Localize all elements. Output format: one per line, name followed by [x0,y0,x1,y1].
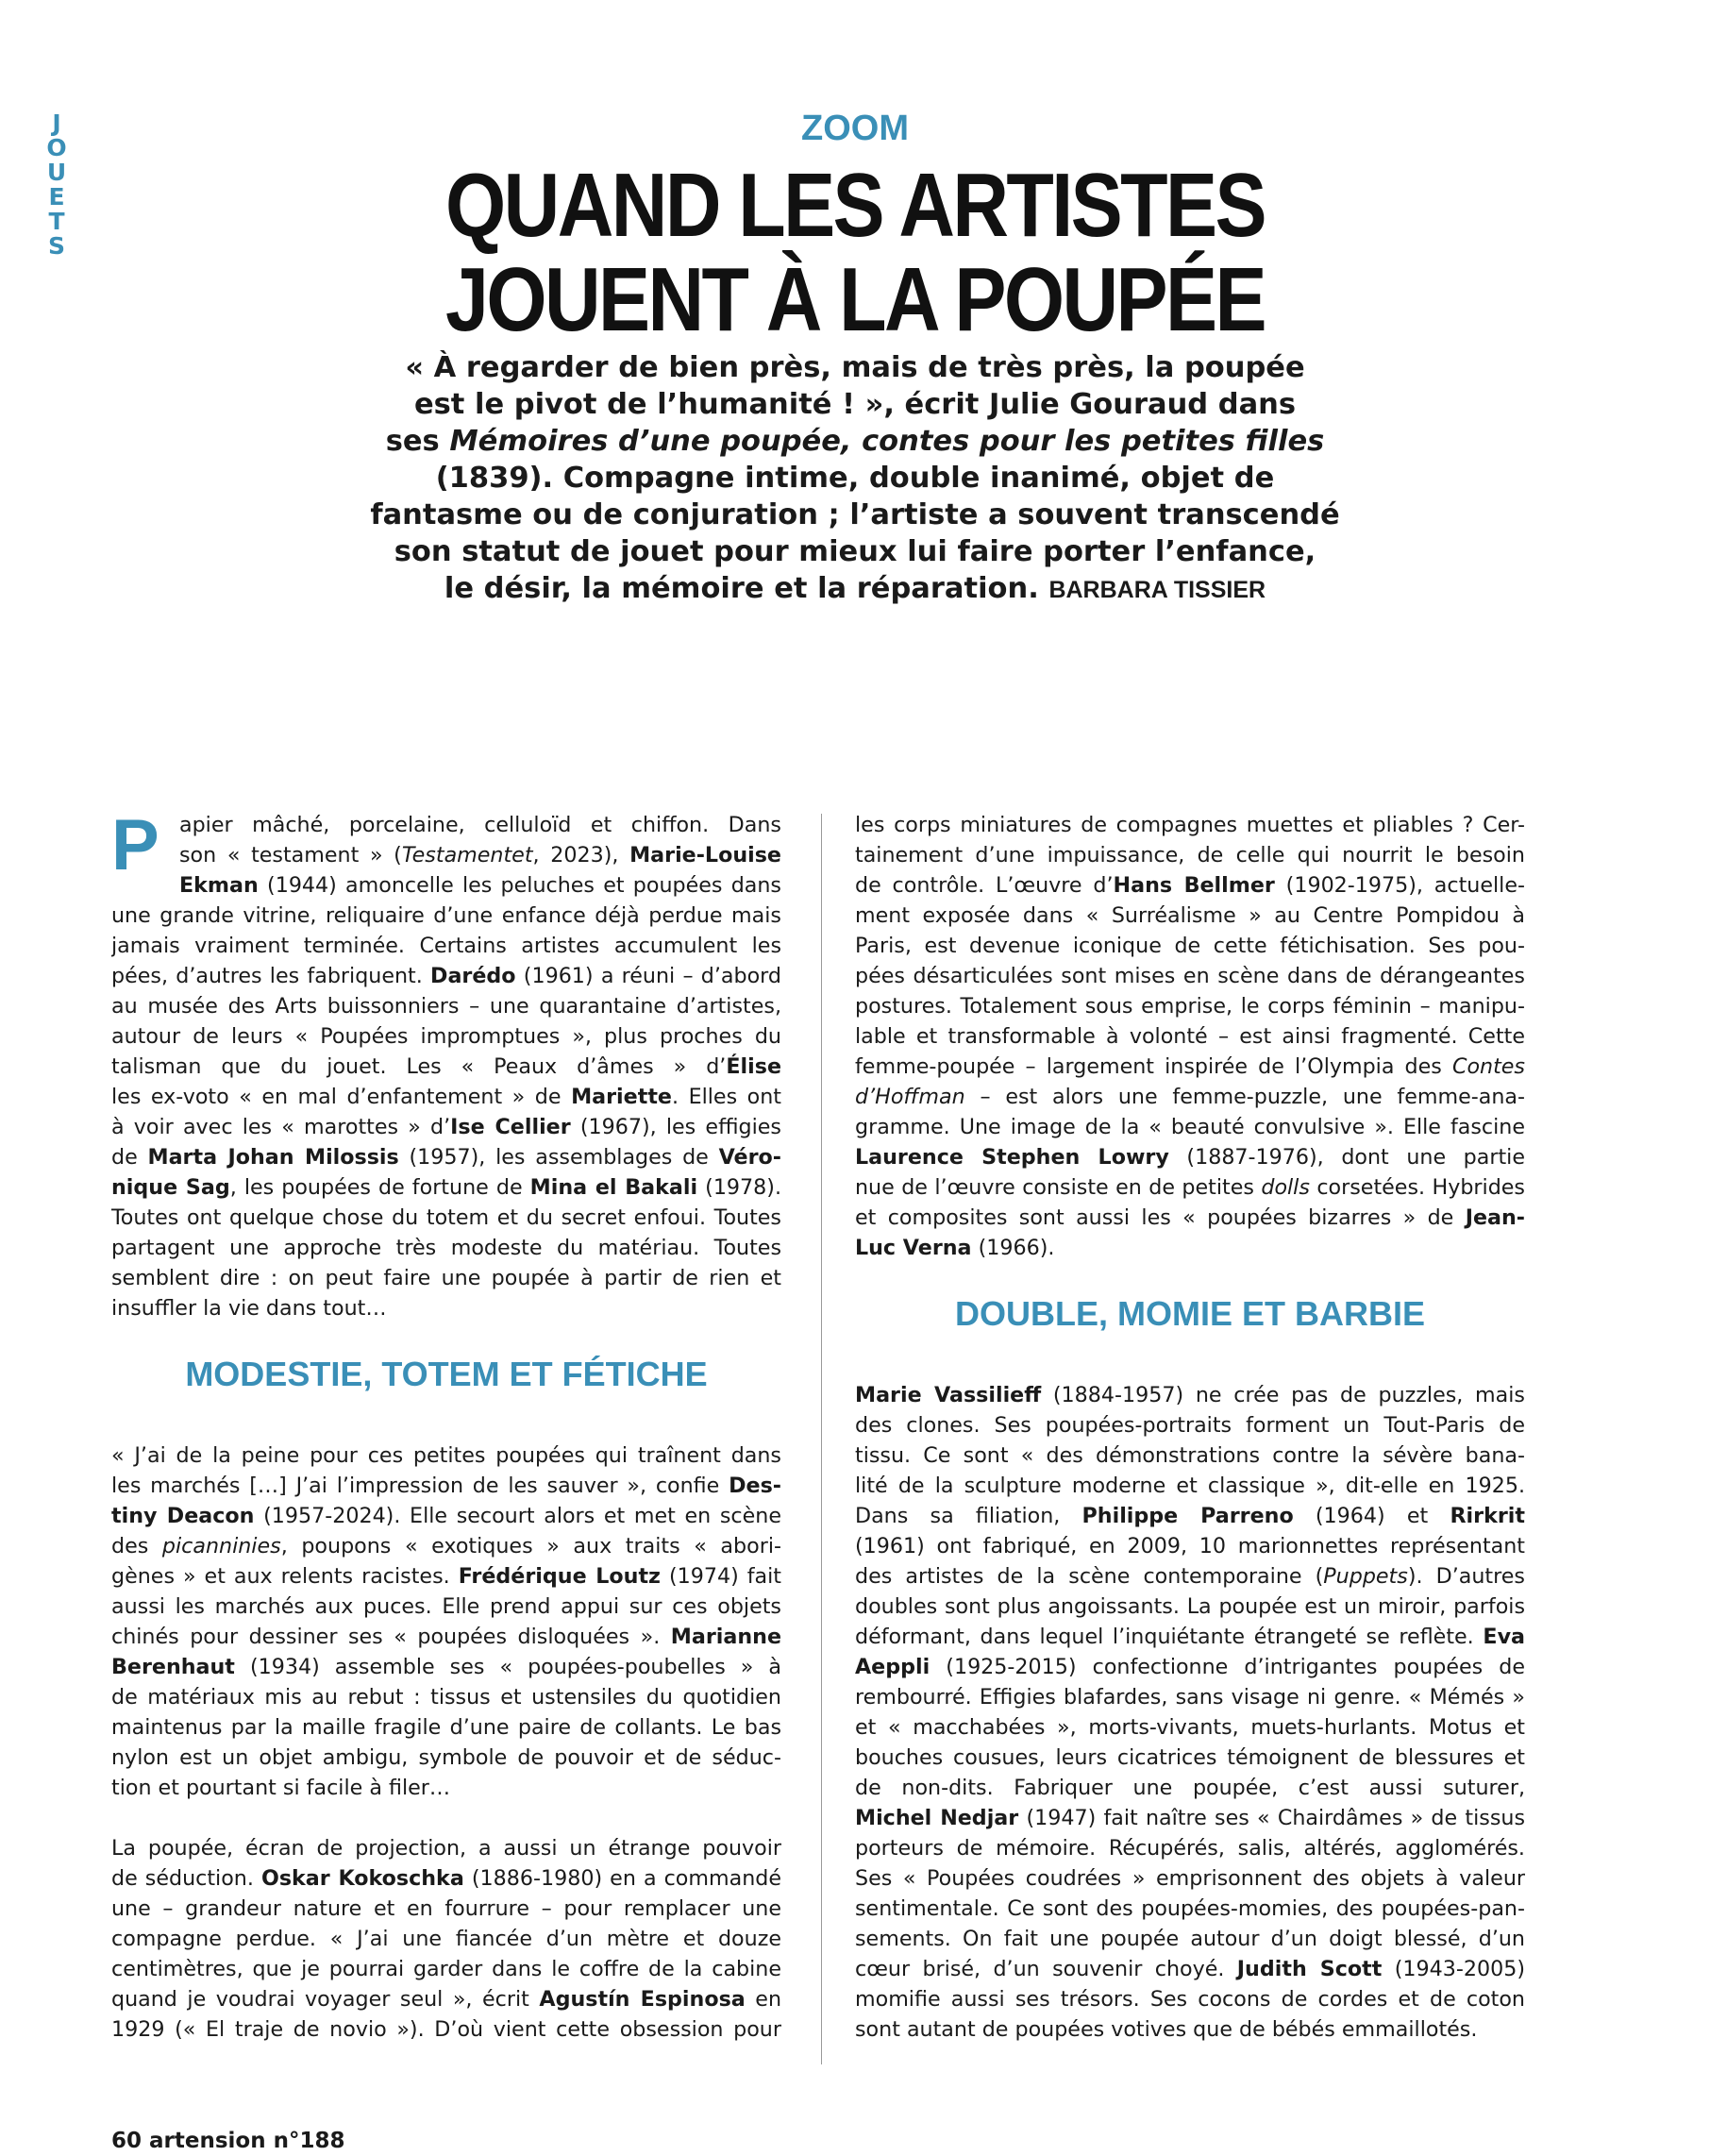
drop-cap: P [111,805,159,885]
body-column-left [111,805,781,2045]
author-byline: BARBARA TISSIER [1048,577,1266,603]
column-divider [821,814,822,2064]
lead-paragraph [336,349,1374,609]
body-column-right [855,810,1525,2045]
article-title [120,155,1590,350]
paragraph: Marie Vassilieff (1884-1957) ne crée pas de puzzles, mais des clones. Ses poupées-portraits forment un Tout-Paris de tissu. Ce sont « des démonstrations contre la sévère bana- lité de la sculpture moderne et classique », dit-elle en 1925. Dans sa filiation, Philippe Parreno (1964) et Rirkrit (1961) ont fabriqué, en 2009, 10 marionnettes représentant des artistes de la scène contemporaine (Puppets). D’autres doubles sont plus angoissants. La poupée est un miroir, parfois déformant, dans lequel l’inquiétante étrangeté se reflète. Eva Aeppli (1925-2015) confectionne d’intrigantes poupées de rembourré. Effigies blafardes, sans visage ni genre. « Mémés » et « macchabées », morts-vivants, muets-hurlants. Motus et bouches cousues, leurs cicatrices témoignent de blessures et de non-dits. Fabriquer une poupée, c’est aussi suturer, Michel Nedjar (1947) fait naître ses « Chairdâmes » de tissus porteurs de mémoire. Récupérés, salis, altérés, agglomérés. Ses « Poupées coudrées » emprisonnent des objets à valeur sentimentale. Ce sont des poupées-momies, des poupées-pan- sements. On fait une poupée autour d’un doigt blessé, d’un cœur brisé, d’un souvenir choyé. Judith Scott (1943-2005) momifie aussi ses trésors. Ses cocons de cordes et de coton sont autant de poupées votives que de bébés emmaillotés. [855,1383,1525,2042]
lead-line: fantasme ou de conjuration ; l’artiste a souvent transcendé [370,498,1340,531]
page-footer: 60 artension n°188 [111,2129,345,2153]
lead-text: ses [385,425,450,458]
subheading: DOUBLE, MOMIE ET BARBIE [954,1294,1425,1333]
first-paragraph: P apier mâché, porcelaine, celluloïd et chiffon. Dans son « testament » (Testamentet, 2023), Marie-Louise Ekman (1944) amoncelle les peluches et poupées dans une grande vitrine, reliquaire d’une enfance déjà perdue mais jamais vraiment terminée. Certains artistes accumulent les pées, d’autres les fabriquent. Darédo (1961) a réuni – d’abord au musée des Arts buissonniers – une quarantaine d’artistes, autour de leurs « Poupées impromptues », plus proches du talisman que du jouet. Les « Peaux d’âmes » d’Élise les ex-voto « en mal d’enfantement » de Mariette. Elles ont à voir avec les « marottes » d’Ise Cellier (1967), les effigies de Marta Johan Milossis (1957), les assemblages de Véro- nique Sag, les poupées de fortune de Mina el Bakali (1978). Toutes ont quelque chose du totem et du secret enfoui. Toutes partagent une approche très modeste du matériau. Toutes semblent dire : on peut faire une poupée à partir de rien et insuffler la vie dans tout… [111,805,781,1321]
section-label-letter: J [52,109,61,137]
section-label-letter: O [46,134,67,161]
lead-line: (1839). Compagne intime, double inanimé, objet de [435,462,1275,495]
title-line: JOUENT À LA POUPÉE [445,249,1265,350]
section-label-letter: U [46,159,67,186]
lead-line: est le pivot de l’humanité ! », écrit Julie Gouraud dans [413,388,1297,421]
subheading: MODESTIE, TOTEM ET FÉTICHE [185,1355,708,1393]
lead-line: son statut de jouet pour mieux lui faire porter l’enfance, [394,535,1316,568]
lead-line: « À regarder de bien près, mais de très près, la poupée [405,351,1305,384]
section-label-letter: S [47,232,65,260]
paragraph: « J’ai de la peine pour ces petites poupées qui traînent dans les marchés […] J’ai l’impression de les sauver », confie Des- tiny Deacon (1957-2024). Elle secourt alors et met en scène des picanninies, poupons « exotiques » aux traits « abori- gènes » et aux relents racistes. Frédérique Loutz (1974) fait aussi les marchés aux puces. Elle prend appui sur ces objets chinés pour dessiner ses « poupées disloquées ». Marianne Berenhaut (1934) assemble ses « poupées-poubelles » à de matériaux mis au rebut : tissus et ustensiles du quotidien maintenus par la maille fragile d’une paire de collants. Le bas nylon est un objet ambigu, symbole de pouvoir et de séduc- tion et pourtant si facile à filer… [111,1443,781,1800]
title-line: QUAND LES ARTISTES [445,155,1265,256]
lead-line [336,570,1374,609]
lead-text: le désir, la mémoire et la réparation. [444,572,1039,605]
section-label-letter: T [48,208,65,235]
kicker: ZOOM [801,109,909,148]
book-title: Mémoires d’une poupée, contes pour les petites filles [449,425,1325,458]
lead-line [336,423,1374,460]
paragraph: les corps miniatures de compagnes muettes et pliables ? Cer- tainement d’une impuissance, de celle qui nourrit le besoin de contrôle. L’œuvre d’Hans Bellmer (1902-1975), actuelle- ment exposée dans « Surréalisme » au Centre Pompidou à Paris, est devenue iconique de cette fétichisation. Ses pou- pées désarticulées sont mises en scène dans de dérangeantes postures. Totalement sous emprise, le corps féminin – manipu- lable et transformable à volonté – est ainsi fragmenté. Cette femme-poupée – largement inspirée de l’Olympia des Contes d’Hoffman – est alors une femme-puzzle, une femme-ana- gramme. Une image de la « beauté convulsive ». Elle fascine Laurence Stephen Lowry (1887-1976), dont une partie nue de l’œuvre consiste en de petites dolls corsetées. Hybrides et composites sont aussi les « poupées bizarres » de Jean- Luc Verna (1966). [855,813,1525,1260]
paragraph: La poupée, écran de projection, a aussi un étrange pouvoir de séduction. Oskar Kokoschka (1886-1980) en a commandé une – grandeur nature et en fourrure – pour remplacer une compagne perdue. « J’ai une fiancée d’un mètre et douze centimètres, que je pourrai garder dans le coffre de la cabine quand je voudrai voyager seul », écrit Agustín Espinosa en 1929 (« El traje de novio »). D’où vient cette obsession pour [111,1836,781,2042]
section-label-letter: E [48,183,65,211]
